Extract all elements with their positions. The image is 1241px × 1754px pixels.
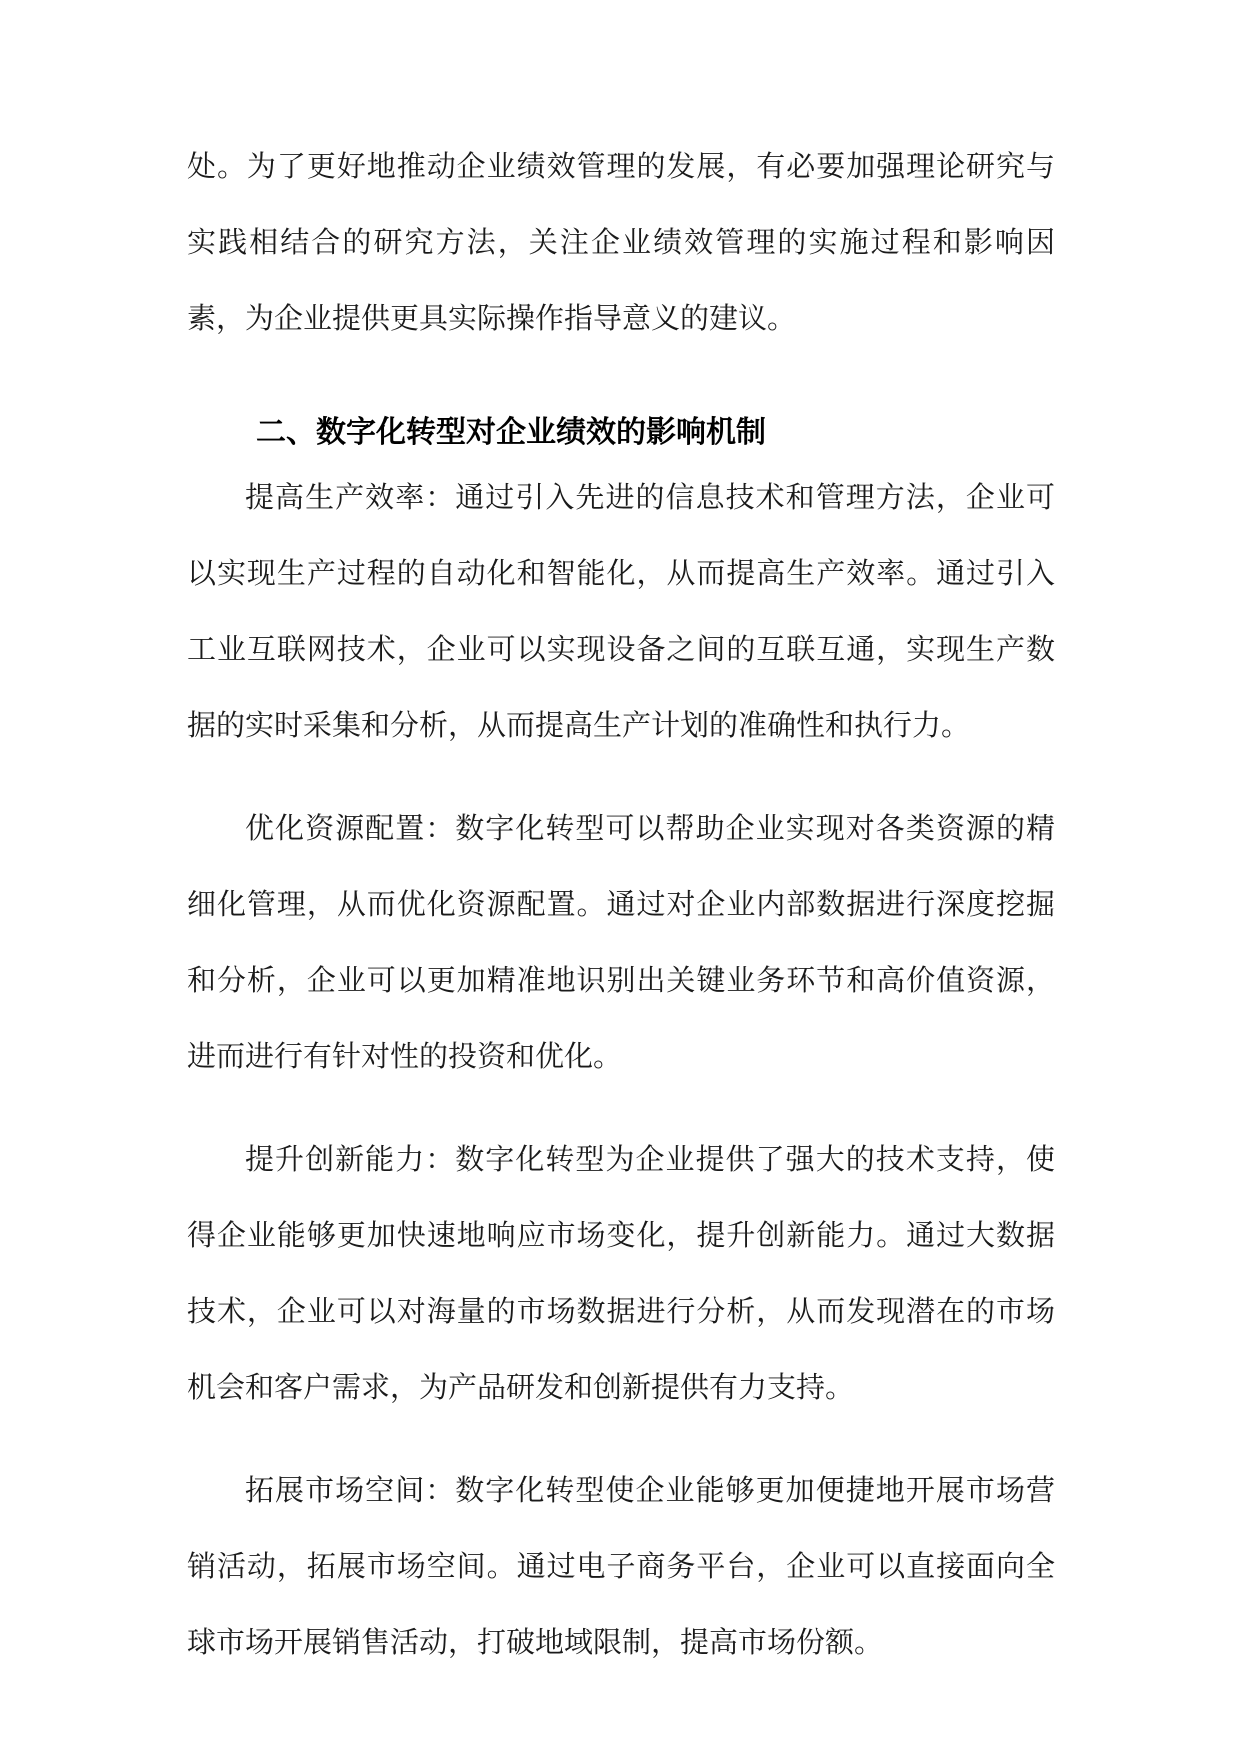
paragraph-resource-allocation: 优化资源配置：数字化转型可以帮助企业实现对各类资源的精细化管理，从而优化资源配置。通过对企业内部数据进行深度挖掘和分析，企业可以更加精准地识别出关键业务环节和高价值资源，进而进行有针对性的投资和优化。 bbox=[187, 811, 1055, 1073]
paragraph-production-efficiency: 提高生产效率：通过引入先进的信息技术和管理方法，企业可以实现生产过程的自动化和智能化，从而提高生产效率。通过引入工业互联网技术，企业可以实现设备之间的互联互通，实现生产数据的实时采集和分析，从而提高生产计划的准确性和执行力。 bbox=[187, 480, 1055, 742]
continuation-paragraph: 处。为了更好地推动企业绩效管理的发展，有必要加强理论研究与实践相结合的研究方法，关注企业绩效管理的实施过程和影响因素，为企业提供更具实际操作指导意义的建议。 bbox=[187, 149, 1055, 335]
paragraph-innovation-capability: 提升创新能力：数字化转型为企业提供了强大的技术支持，使得企业能够更加快速地响应市场变化，提升创新能力。通过大数据技术，企业可以对海量的市场数据进行分析，从而发现潜在的市场机会和客户需求，为产品研发和创新提供有力支持。 bbox=[187, 1142, 1055, 1404]
section-heading: 二、数字化转型对企业绩效的影响机制 bbox=[256, 415, 766, 450]
paragraph-market-expansion: 拓展市场空间：数字化转型使企业能够更加便捷地开展市场营销活动，拓展市场空间。通过电子商务平台，企业可以直接面向全球市场开展销售活动，打破地域限制，提高市场份额。 bbox=[187, 1473, 1055, 1659]
